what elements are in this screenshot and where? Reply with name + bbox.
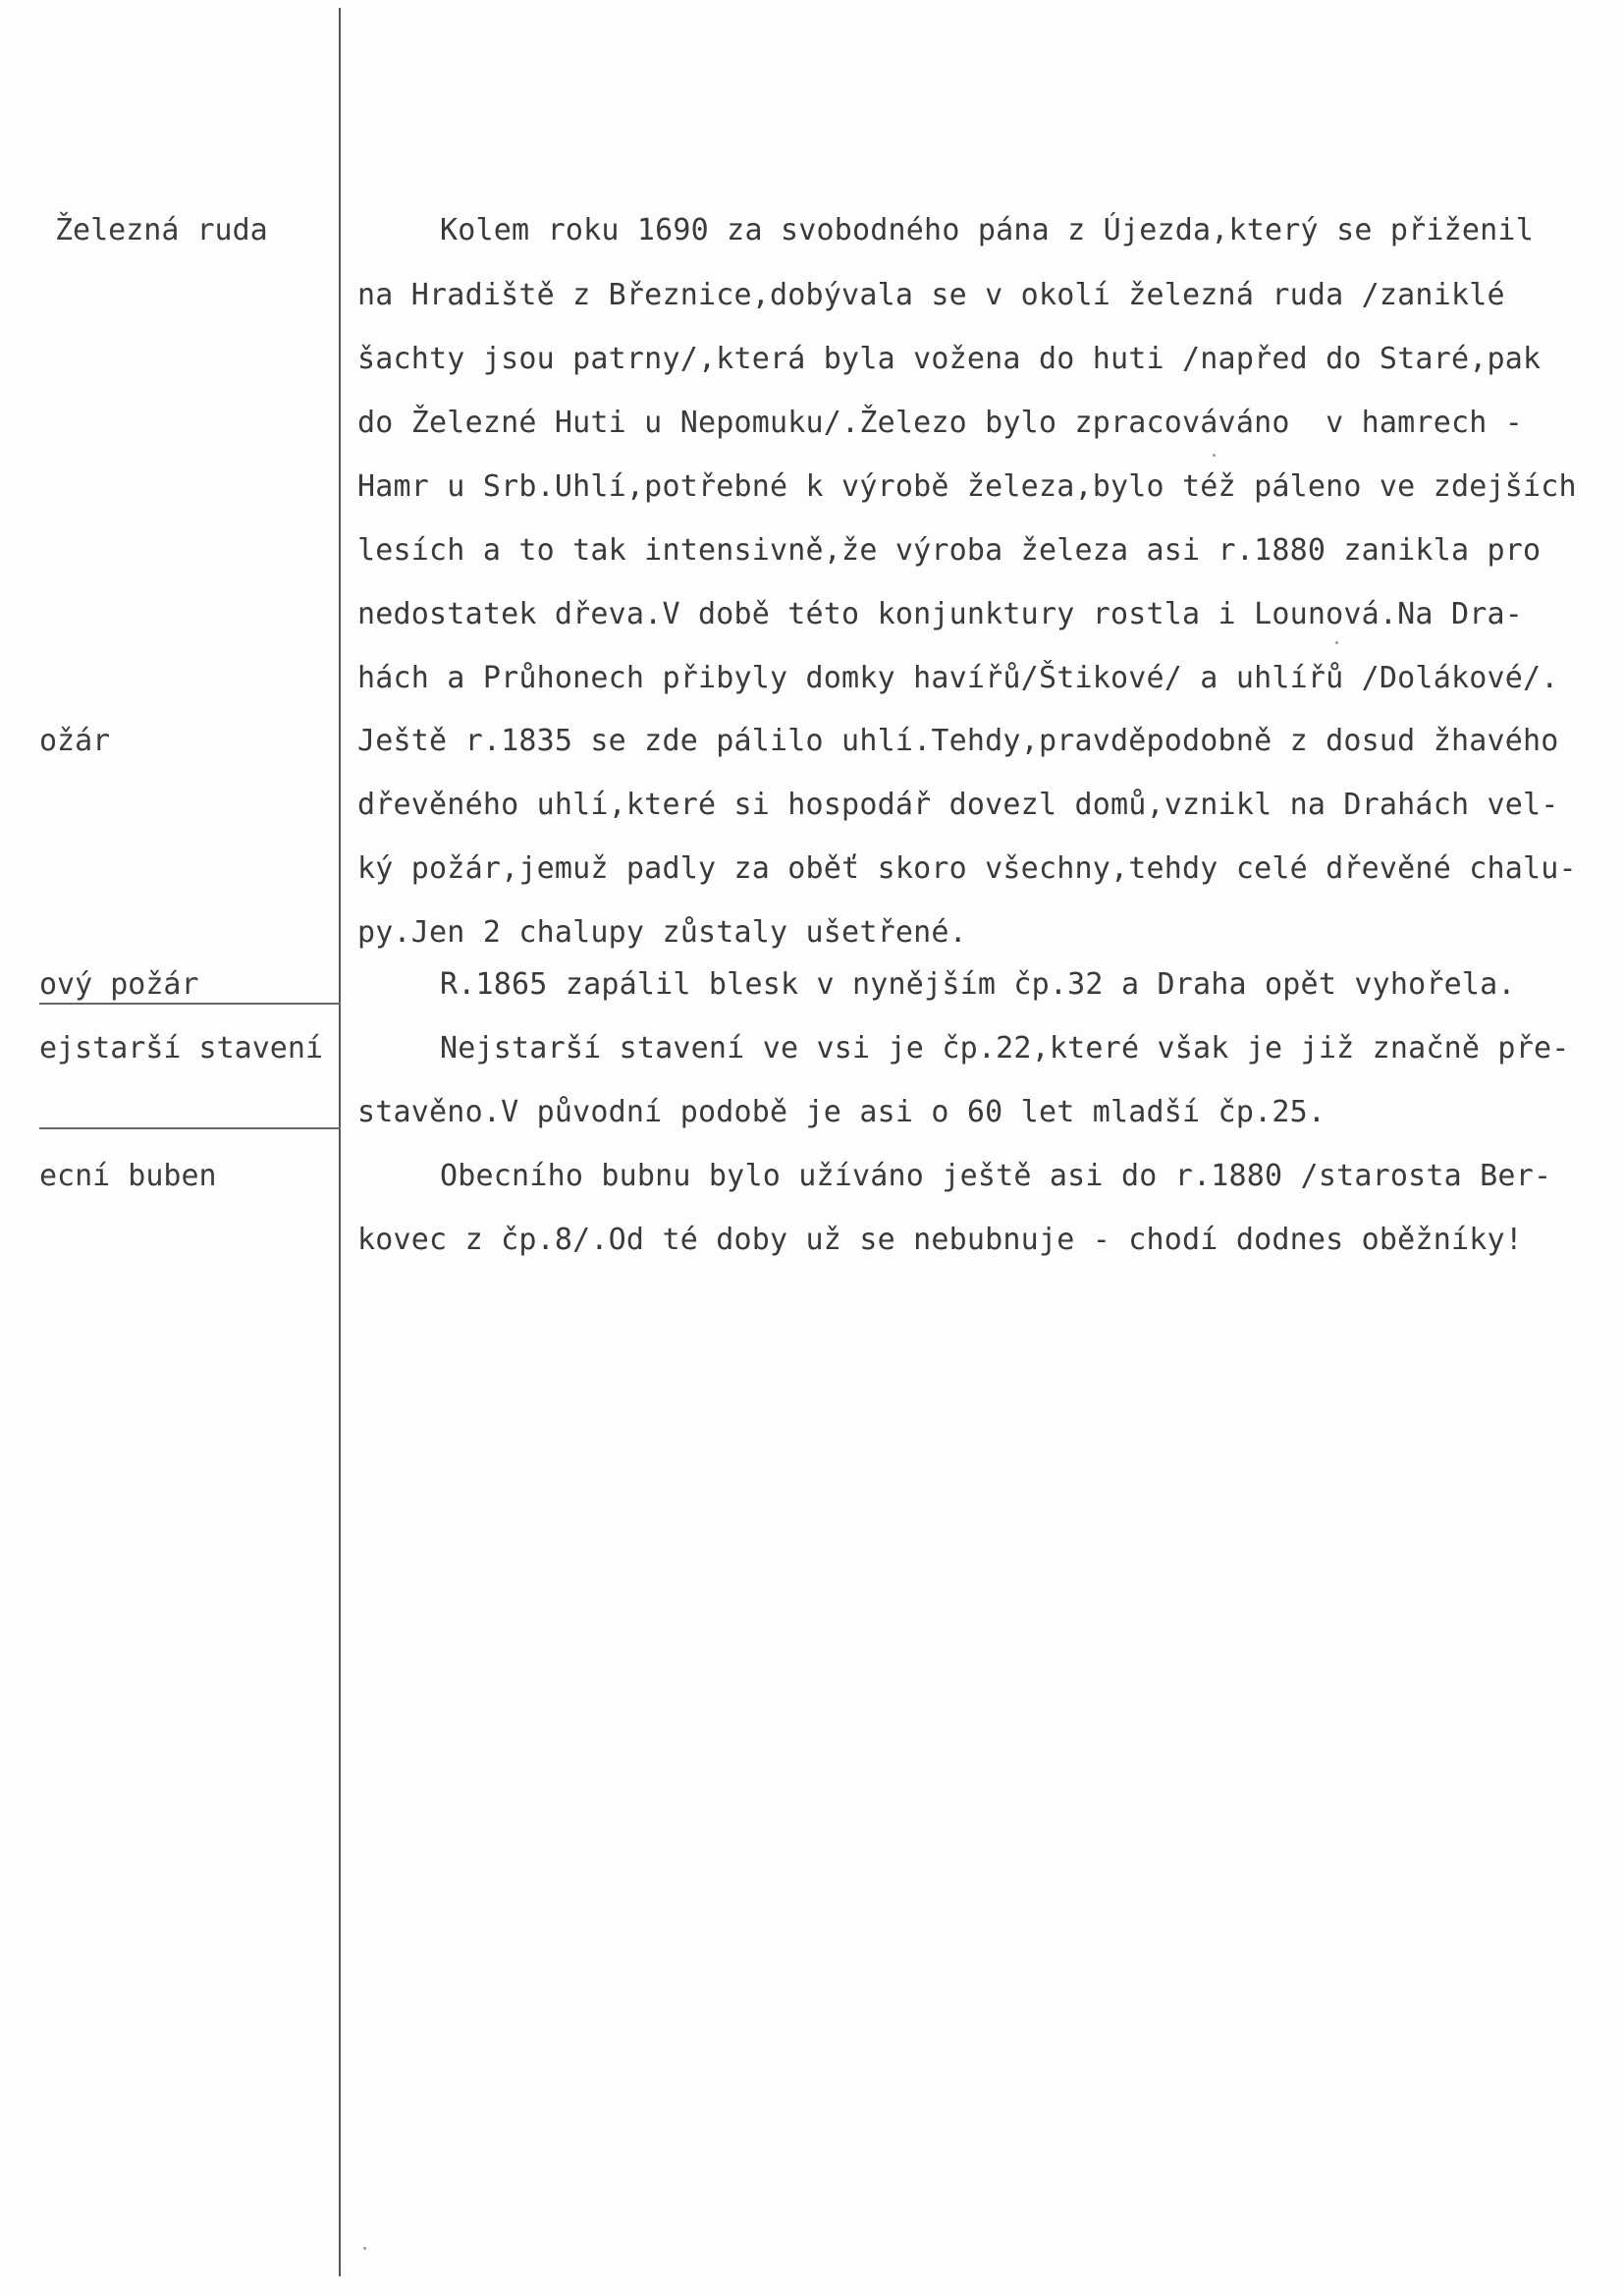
margin-note-obecni-buben: ecní buben	[39, 1159, 217, 1193]
body-line: ký požár,jemuž padly za oběť skoro všechny,tehdy celé dřevěné chalu-	[357, 851, 1577, 886]
body-line: Hamr u Srb.Uhlí,potřebné k výrobě železa,bylo též páleno ve zdejších	[357, 469, 1577, 504]
body-line: Kolem roku 1690 za svobodného pána z Újezda,který se přiženil	[440, 213, 1534, 247]
body-line: dřevěného uhlí,které si hospodář dovezl domů,vznikl na Drahách vel-	[357, 788, 1559, 822]
body-line: kovec z čp.8/.Od té doby už se nebubnuje - chodí dodnes oběžníky!	[357, 1223, 1523, 1257]
scan-speck	[1335, 641, 1338, 644]
margin-note-pozar: ožár	[39, 724, 111, 758]
body-line: nedostatek dřeva.V době této konjunktury rostla i Lounová.Na Dra-	[357, 597, 1523, 631]
scan-speck	[363, 2247, 366, 2250]
body-line: na Hradiště z Březnice,dobývala se v okolí železná ruda /zaniklé	[357, 278, 1505, 312]
body-line: lesích a to tak intensivně,že výroba železa asi r.1880 zanikla pro	[357, 533, 1542, 568]
body-line: stavěno.V původní podobě je asi o 60 let mladší čp.25.	[357, 1095, 1326, 1129]
margin-divider-line	[339, 8, 341, 2276]
margin-note-zelezna-ruda: Železná ruda	[55, 213, 268, 247]
margin-rule-ecni-buben	[39, 1127, 341, 1129]
body-line: Ještě r.1835 se zde pálilo uhlí.Tehdy,pravděpodobně z dosud žhavého	[357, 724, 1559, 758]
body-line: do Železné Huti u Nepomuku/.Železo bylo zpracováváno v hamrech -	[357, 406, 1523, 440]
body-line: Obecního bubnu bylo užíváno ještě asi do r.1880 /starosta Ber-	[440, 1159, 1552, 1193]
body-line: šachty jsou patrny/,která byla vožena do huti /napřed do Staré,pak	[357, 342, 1542, 376]
margin-rule-ovy-pozar	[39, 1003, 341, 1005]
margin-note-nejstarsi-staveni: ejstarší stavení	[39, 1031, 323, 1065]
margin-note-ovy-pozar: ový požár	[39, 967, 199, 1002]
body-line: py.Jen 2 chalupy zůstaly ušetřené.	[357, 915, 967, 950]
body-line: hách a Průhonech přibyly domky havířů/Štikové/ a uhlířů /Dolákové/.	[357, 661, 1559, 695]
body-line: Nejstarší stavení ve vsi je čp.22,které však je již značně pře-	[440, 1031, 1570, 1065]
scan-speck	[1213, 454, 1216, 457]
body-line: R.1865 zapálil blesk v nynějším čp.32 a Draha opět vyhořela.	[440, 967, 1516, 1002]
